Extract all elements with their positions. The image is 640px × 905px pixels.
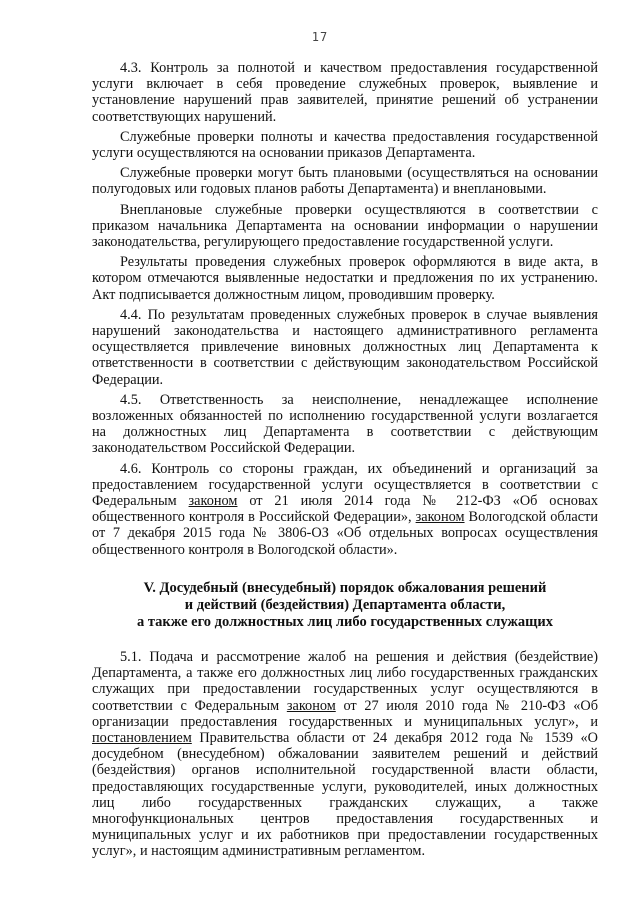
paragraph-5-1-text-1: 5.1. Подача и рассмотрение жалоб на решения и действия (бездействие) Департамента, а также его должностных лиц либо государственных гражданских служащих при предоставлении государственных услуг осуществляются в соответствии с Федеральным	[92, 648, 598, 714]
paragraph-5-1-text-3: Правительства области от 24 декабря 2012 года № 1539 «О досудебном (внесудебном) обжаловании заявителем решений и действий (бездействия) органов исполнительной государственной власти области, предоставляющих государственные услуги, руководителей, иных должностных лиц либо государственных гражданских служащих, а также многофункциональных центров предоставления государственных и муниципальных услуг и их работников при предоставлении государственных услуг», и настоящим административным регламентом.	[92, 729, 598, 860]
paragraph-service-checks-basis: Служебные проверки полноты и качества предоставления государственной услуги осуществляются на основании приказов Департамента.	[92, 128, 598, 162]
government-decree-1539-link[interactable]: постановлением	[92, 729, 192, 746]
paragraph-unplanned-checks: Внеплановые служебные проверки осуществляются в соответствии с приказом начальника Департамента на основании информации о нарушении законодательства, регулирующего предоставление государственной услуги.	[92, 201, 598, 251]
section-heading-line-1: V. Досудебный (внесудебный) порядок обжалования решений	[143, 579, 547, 596]
paragraph-4-6	[92, 461, 598, 558]
paragraph-4-5: 4.5. Ответственность за неисполнение, ненадлежащее исполнение возложенных обязанностей по исполнению государственной услуги возлагается на должностных лиц Департамента в соответствии с действующим законодательством Российской Федерации.	[92, 391, 598, 457]
vologda-law-3806-link[interactable]: законом	[415, 509, 465, 526]
federal-law-210-link[interactable]: законом	[286, 697, 336, 714]
paragraph-5-1-text-2: от 27 июля 2010 года № 210-ФЗ «Об организации предоставления государственных и муниципальных услуг», и	[92, 697, 598, 730]
paragraph-5-1	[92, 649, 598, 860]
paragraph-planned-checks: Служебные проверки могут быть плановыми (осуществляться на основании полугодовых или годовых планов работы Департамента) и внеплановыми.	[92, 165, 598, 198]
section-v-heading	[92, 580, 598, 631]
paragraph-4-6-text-2: от 21 июля 2014 года № 212-ФЗ «Об основах общественного контроля в Российской Федерации»,	[92, 493, 598, 526]
section-heading-line-3: а также его должностных лиц либо государственных служащих	[136, 613, 554, 630]
paragraph-check-results: Результаты проведения служебных проверок оформляются в виде акта, в котором отмечаются выявленные недостатки и предложения по их устранению. Акт подписывается должностным лицом, проводившим проверку.	[92, 254, 598, 303]
federal-law-212-link[interactable]: законом	[188, 493, 238, 510]
paragraph-4-6-text-3: Вологодской области от 7 декабря 2015 года № 3806-ОЗ «Об отдельных вопросах осуществления общественного контроля в Вологодской области».	[92, 509, 598, 558]
section-heading-line-2: и действий (бездействия) Департамента области,	[184, 596, 506, 613]
document-body	[92, 60, 598, 864]
paragraph-4-6-text-1: 4.6. Контроль со стороны граждан, их объединений и организаций за предоставлением государственной услуги осуществляется в соответствии с Федеральным	[92, 460, 598, 510]
page-number: 17	[311, 30, 329, 44]
paragraph-4-4: 4.4. По результатам проведенных служебных проверок в случае выявления нарушений законодательства и настоящего административного регламента осуществляется привлечение виновных должностных лиц Департамента к ответственности в соответствии с действующим законодательством Российской Федерации.	[92, 306, 598, 388]
paragraph-4-3: 4.3. Контроль за полнотой и качеством предоставления государственной услуги включает в себя проведение служебных проверок, выявление и установление нарушений прав заявителей, принятие решений об устранении соответствующих нарушений.	[92, 60, 598, 125]
